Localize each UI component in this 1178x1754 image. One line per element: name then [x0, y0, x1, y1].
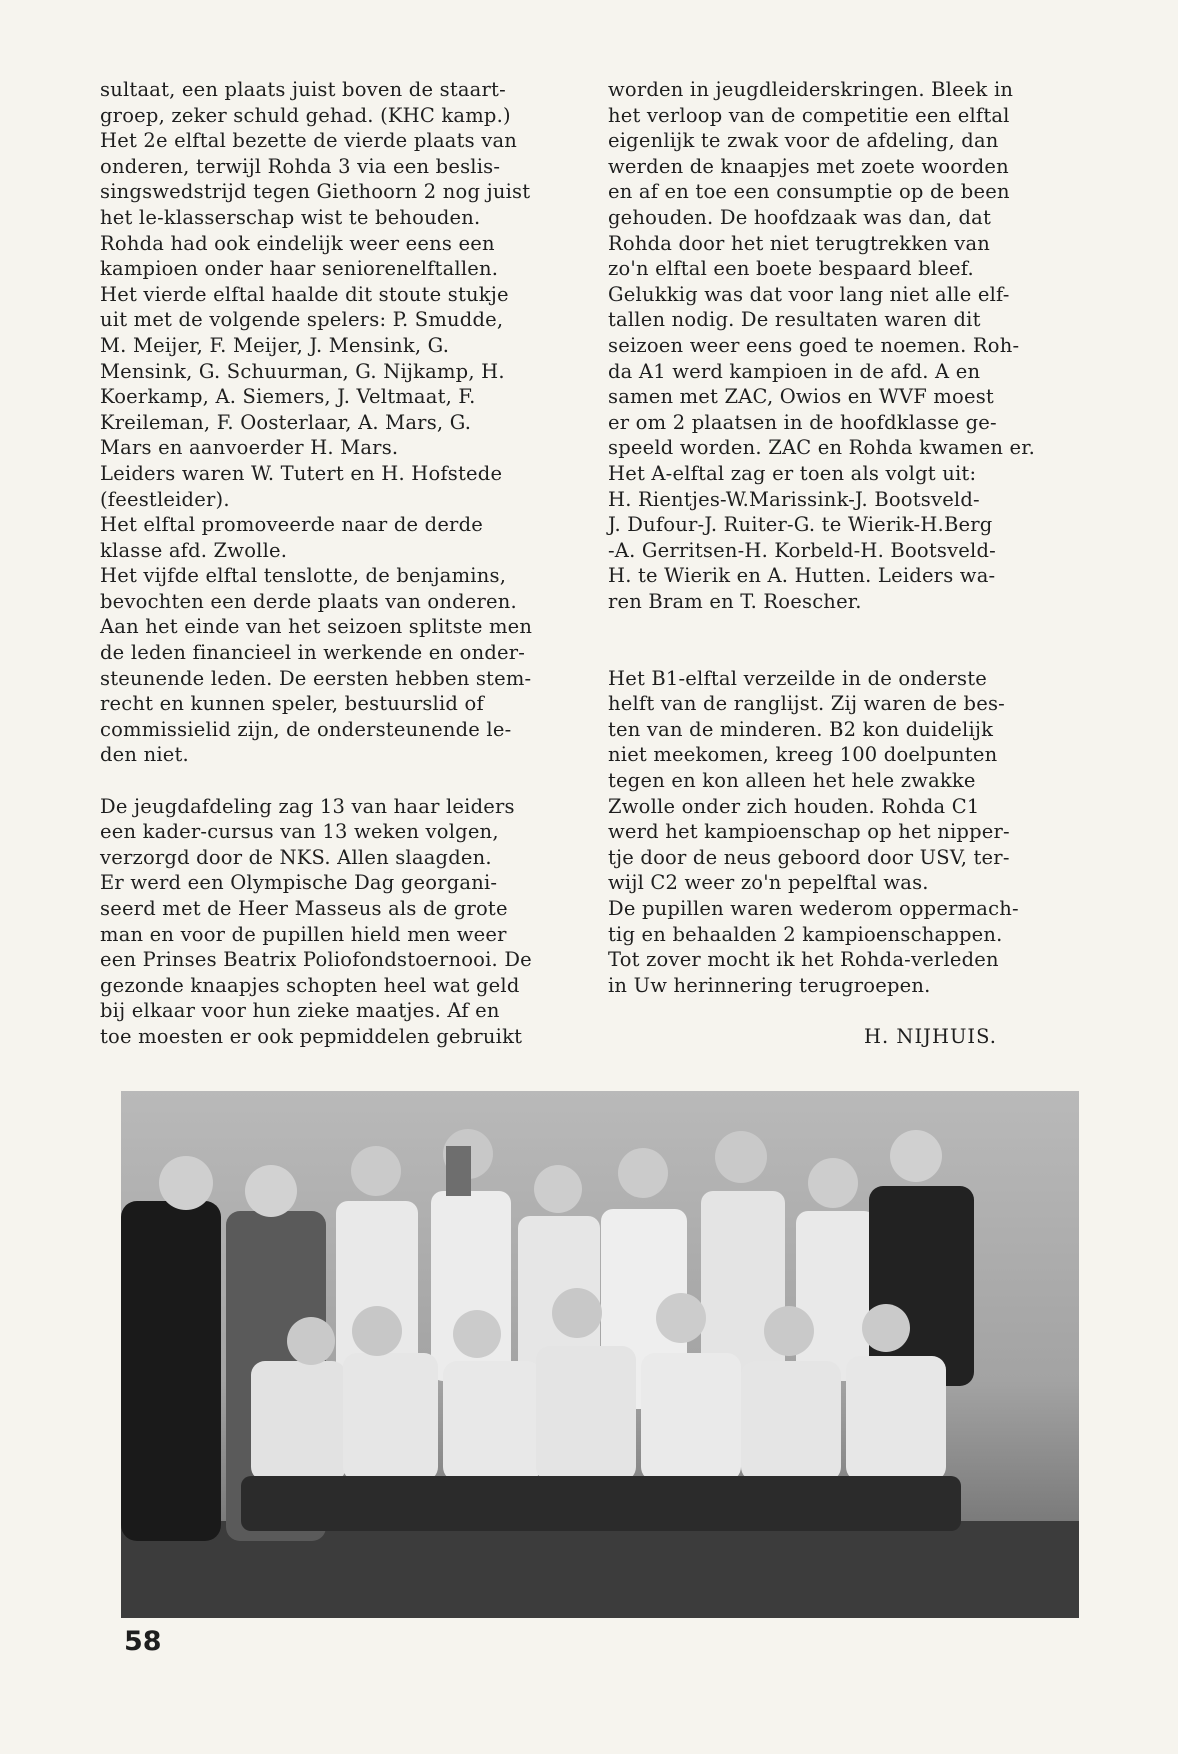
right-text-line: H. te Wierik en A. Hutten. Leiders wa- — [608, 564, 996, 588]
author-signature: H. NIJHUIS. — [864, 1025, 997, 1048]
right-text-line: tallen nodig. De resultaten waren dit — [608, 308, 981, 332]
right-text-line: seizoen weer eens goed te noemen. Roh- — [608, 333, 1020, 357]
left-text-line: Er werd een Olympische Dag georgani- — [100, 871, 498, 895]
right-text-line: Het A-elftal zag er toen als volgt uit: — [608, 461, 977, 485]
left-text-line: de leden financieel in werkende en onder- — [100, 641, 526, 665]
left-text-line: man en voor de pupillen hield men weer — [100, 922, 507, 946]
right-text-line: en af en toe een consumptie op de been — [608, 180, 1010, 204]
right-text-line: J. Dufour-J. Ruiter-G. te Wierik-H.Berg — [608, 513, 993, 537]
left-text-line: seerd met de Heer Masseus als de grote — [100, 897, 508, 920]
left-text-line: kampioen onder haar seniorenelftallen. — [100, 257, 499, 281]
left-text-line: groep, zeker schuld gehad. (KHC kamp.) — [100, 103, 511, 127]
left-text-line: een kader-cursus van 13 weken volgen, — [100, 820, 499, 844]
right-text-line: Zwolle onder zich houden. Rohda C1 — [608, 794, 980, 818]
right-text-line: tegen en kon alleen het hele zwakke — [608, 769, 976, 793]
right-text-line: het verloop van de competitie een elftal — [608, 103, 1010, 127]
left-text-line: verzorgd door de NKS. Allen slaagden. — [100, 845, 492, 869]
right-text-line: Gelukkig was dat voor lang niet alle elf- — [608, 282, 1010, 306]
right-text-line: werden de knaapjes met zoete woorden — [608, 154, 1009, 178]
left-text-line: uit met de volgende spelers: P. Smudde, — [100, 308, 504, 332]
right-text-line: tje door de neus geboord door USV, ter- — [608, 845, 1010, 869]
left-text-line: M. Meijer, F. Meijer, J. Mensink, G. — [100, 333, 450, 357]
right-text-line: worden in jeugdleiderskringen. Bleek in — [608, 78, 1014, 101]
right-text-line: Rohda door het niet terugtrekken van — [608, 231, 991, 255]
right-text-line: tig en behaalden 2 kampioenschappen. — [608, 922, 1003, 946]
right-text-line: in Uw herinnering terugroepen. — [608, 973, 931, 997]
left-text-line: Het vijfde elftal tenslotte, de benjamins, — [100, 564, 507, 588]
left-text-line: bij elkaar voor hun zieke maatjes. Af en — [100, 999, 500, 1023]
right-text-line: eigenlijk te zwak voor de afdeling, dan — [608, 129, 999, 153]
right-text-line: helft van de ranglijst. Zij waren de bes- — [608, 692, 1005, 716]
right-text-line: speeld worden. ZAC en Rohda kwamen er. — [608, 436, 1035, 460]
right-text-line: H. Rientjes-W.Marissink-J. Bootsveld- — [608, 487, 980, 511]
left-text-line: Mars en aanvoerder H. Mars. — [100, 436, 399, 460]
right-text-line: samen met ZAC, Owios en WVF moest — [608, 385, 994, 409]
left-text-line: commissielid zijn, de ondersteunende le- — [100, 717, 512, 741]
left-text-line: den niet. — [100, 743, 189, 767]
left-text-line: Het elftal promoveerde naar de derde — [100, 513, 484, 537]
right-text-line: er om 2 plaatsen in de hoofdklasse ge- — [608, 410, 997, 434]
left-text-line: De jeugdafdeling zag 13 van haar leiders — [100, 794, 515, 818]
right-text-line: -A. Gerritsen-H. Korbeld-H. Bootsveld- — [608, 538, 996, 562]
left-text-line: steunende leden. De eersten hebben stem- — [100, 666, 532, 690]
right-text-line: zo'n elftal een boete bespaard bleef. — [608, 257, 974, 281]
paragraph-gap — [608, 640, 1098, 666]
left-text-line: een Prinses Beatrix Poliofondstoernooi. De — [100, 948, 532, 972]
right-text-line: wijl C2 weer zo'n pepelftal was. — [608, 871, 929, 895]
left-text-line: Rohda had ook eindelijk weer eens een — [100, 231, 495, 255]
left-text-line: singswedstrijd tegen Giethoorn 2 nog juist — [100, 180, 531, 204]
paragraph-gap — [100, 768, 600, 794]
left-text-line: klasse afd. Zwolle. — [100, 538, 288, 562]
left-text-line: bevochten een derde plaats van onderen. — [100, 589, 517, 613]
right-text-line: da A1 werd kampioen in de afd. A en — [608, 359, 981, 383]
left-text-line: Aan het einde van het seizoen splitste men — [100, 615, 533, 639]
left-text-line: Kreileman, F. Oosterlaar, A. Mars, G. — [100, 410, 472, 434]
right-text-column — [608, 77, 1098, 998]
left-text-line: sultaat, een plaats juist boven de staart- — [100, 78, 506, 101]
paragraph-gap — [608, 614, 1098, 640]
left-text-line: het le-klasserschap wist te behouden. — [100, 205, 481, 229]
left-text-line: Leiders waren W. Tutert en H. Hofstede — [100, 461, 503, 485]
left-text-line: onderen, terwijl Rohda 3 via een beslis- — [100, 154, 501, 178]
left-text-line: (feestleider). — [100, 487, 230, 511]
right-text-line: De pupillen waren wederom oppermach- — [608, 897, 1019, 920]
right-text-line: ten van de minderen. B2 kon duidelijk — [608, 717, 994, 741]
right-text-line: Het B1-elftal verzeilde in de onderste — [608, 666, 988, 690]
team-photo — [121, 1091, 1079, 1618]
right-text-line: niet meekomen, kreeg 100 doelpunten — [608, 743, 998, 767]
right-text-line: ren Bram en T. Roescher. — [608, 589, 862, 613]
left-text-line: recht en kunnen speler, bestuurslid of — [100, 692, 484, 716]
left-text-line: gezonde knaapjes schopten heel wat geld — [100, 973, 520, 997]
left-text-line: Het 2e elftal bezette de vierde plaats van — [100, 129, 518, 153]
left-text-line: Koerkamp, A. Siemers, J. Veltmaat, F. — [100, 385, 476, 409]
left-text-column — [100, 77, 600, 1050]
left-text-line: Mensink, G. Schuurman, G. Nijkamp, H. — [100, 359, 505, 383]
page-number: 58 — [124, 1626, 162, 1657]
left-text-line: Het vierde elftal haalde dit stoute stukje — [100, 282, 509, 306]
right-text-line: werd het kampioenschap op het nipper- — [608, 820, 1010, 844]
left-text-line: toe moesten er ook pepmiddelen gebruikt — [100, 1024, 523, 1048]
right-text-line: Tot zover mocht ik het Rohda-verleden — [608, 948, 999, 972]
right-text-line: gehouden. De hoofdzaak was dan, dat — [608, 205, 992, 229]
